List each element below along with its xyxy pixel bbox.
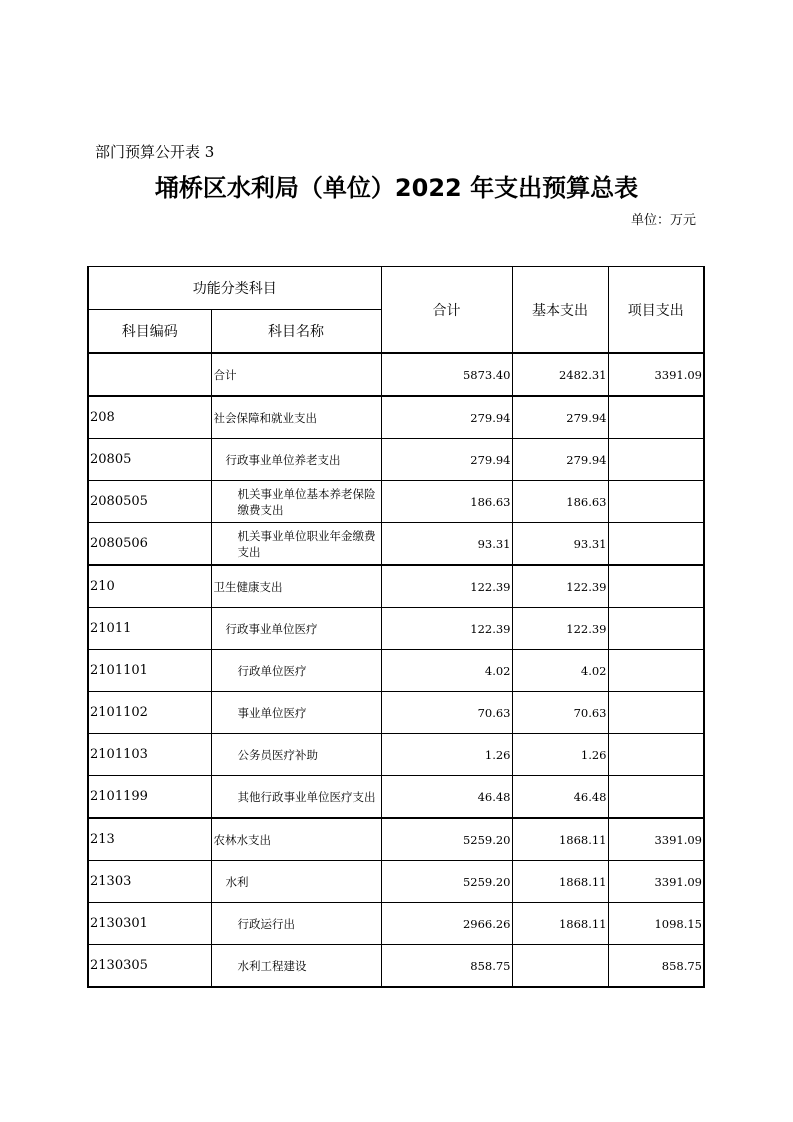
header-total: 合计 bbox=[381, 267, 512, 354]
table-row bbox=[88, 396, 704, 439]
total-cell: 2966.26 bbox=[381, 903, 512, 945]
table-row bbox=[88, 523, 704, 566]
total-cell: 858.75 bbox=[381, 945, 512, 988]
basic-expenditure-cell: 2482.31 bbox=[512, 353, 608, 396]
header-basic-expenditure: 基本支出 bbox=[512, 267, 608, 354]
table-number-label: 部门预算公开表 3 bbox=[95, 143, 215, 161]
subject-name-cell: 公务员医疗补助 bbox=[211, 734, 381, 776]
subject-code-cell: 2101103 bbox=[88, 734, 211, 776]
table-row bbox=[88, 353, 704, 396]
table-header-row-1 bbox=[88, 267, 704, 310]
subject-code-cell: 2101101 bbox=[88, 650, 211, 692]
project-expenditure-cell bbox=[608, 650, 704, 692]
basic-expenditure-cell bbox=[512, 945, 608, 988]
basic-expenditure-cell: 186.63 bbox=[512, 481, 608, 523]
subject-code-cell: 2130305 bbox=[88, 945, 211, 988]
total-cell: 279.94 bbox=[381, 396, 512, 439]
project-expenditure-cell: 1098.15 bbox=[608, 903, 704, 945]
total-cell: 70.63 bbox=[381, 692, 512, 734]
project-expenditure-cell bbox=[608, 481, 704, 523]
subject-code-cell: 21011 bbox=[88, 608, 211, 650]
basic-expenditure-cell: 46.48 bbox=[512, 776, 608, 819]
basic-expenditure-cell: 279.94 bbox=[512, 396, 608, 439]
table-row bbox=[88, 692, 704, 734]
subject-code-cell: 2101102 bbox=[88, 692, 211, 734]
subject-name-cell: 水利工程建设 bbox=[211, 945, 381, 988]
subject-code-cell: 2130301 bbox=[88, 903, 211, 945]
project-expenditure-cell: 3391.09 bbox=[608, 861, 704, 903]
total-cell: 1.26 bbox=[381, 734, 512, 776]
project-expenditure-cell bbox=[608, 396, 704, 439]
basic-expenditure-cell: 1868.11 bbox=[512, 861, 608, 903]
table-body bbox=[88, 353, 704, 987]
subject-code-cell: 20805 bbox=[88, 439, 211, 481]
table-row bbox=[88, 650, 704, 692]
basic-expenditure-cell: 122.39 bbox=[512, 608, 608, 650]
subject-name-cell: 其他行政事业单位医疗支出 bbox=[211, 776, 381, 819]
subject-name-cell: 行政事业单位养老支出 bbox=[211, 439, 381, 481]
basic-expenditure-cell: 70.63 bbox=[512, 692, 608, 734]
budget-table bbox=[87, 266, 705, 988]
table-row bbox=[88, 818, 704, 861]
table-row bbox=[88, 565, 704, 608]
total-cell: 5873.40 bbox=[381, 353, 512, 396]
table-row bbox=[88, 734, 704, 776]
project-expenditure-cell bbox=[608, 439, 704, 481]
project-expenditure-cell bbox=[608, 608, 704, 650]
table-row bbox=[88, 903, 704, 945]
subject-code-cell: 2080506 bbox=[88, 523, 211, 566]
total-cell: 5259.20 bbox=[381, 861, 512, 903]
header-subject-name: 科目名称 bbox=[211, 310, 381, 354]
subject-code-cell: 213 bbox=[88, 818, 211, 861]
table-row bbox=[88, 608, 704, 650]
subject-name-cell: 卫生健康支出 bbox=[211, 565, 381, 608]
project-expenditure-cell bbox=[608, 565, 704, 608]
subject-name-cell: 机关事业单位基本养老保险缴费支出 bbox=[211, 481, 381, 523]
basic-expenditure-cell: 122.39 bbox=[512, 565, 608, 608]
table-row bbox=[88, 439, 704, 481]
basic-expenditure-cell: 93.31 bbox=[512, 523, 608, 566]
subject-name-cell: 行政事业单位医疗 bbox=[211, 608, 381, 650]
subject-code-cell: 2080505 bbox=[88, 481, 211, 523]
table-row bbox=[88, 861, 704, 903]
total-cell: 186.63 bbox=[381, 481, 512, 523]
subject-name-cell: 水利 bbox=[211, 861, 381, 903]
subject-name-cell: 农林水支出 bbox=[211, 818, 381, 861]
table-row bbox=[88, 481, 704, 523]
table-row bbox=[88, 776, 704, 819]
page-title: 埇桥区水利局（单位）2022 年支出预算总表 bbox=[154, 174, 639, 202]
total-cell: 122.39 bbox=[381, 565, 512, 608]
subject-name-cell: 事业单位医疗 bbox=[211, 692, 381, 734]
subject-code-cell: 210 bbox=[88, 565, 211, 608]
subject-name-cell: 合计 bbox=[211, 353, 381, 396]
project-expenditure-cell bbox=[608, 734, 704, 776]
total-cell: 4.02 bbox=[381, 650, 512, 692]
subject-code-cell: 2101199 bbox=[88, 776, 211, 819]
project-expenditure-cell bbox=[608, 523, 704, 566]
subject-name-cell: 行政运行出 bbox=[211, 903, 381, 945]
subject-name-cell: 社会保障和就业支出 bbox=[211, 396, 381, 439]
total-cell: 122.39 bbox=[381, 608, 512, 650]
project-expenditure-cell bbox=[608, 776, 704, 819]
basic-expenditure-cell: 1868.11 bbox=[512, 903, 608, 945]
header-function-category: 功能分类科目 bbox=[88, 267, 381, 310]
project-expenditure-cell: 3391.09 bbox=[608, 818, 704, 861]
header-project-expenditure: 项目支出 bbox=[608, 267, 704, 354]
subject-code-cell bbox=[88, 353, 211, 396]
basic-expenditure-cell: 1.26 bbox=[512, 734, 608, 776]
total-cell: 93.31 bbox=[381, 523, 512, 566]
basic-expenditure-cell: 4.02 bbox=[512, 650, 608, 692]
table-row bbox=[88, 945, 704, 988]
subject-code-cell: 21303 bbox=[88, 861, 211, 903]
basic-expenditure-cell: 279.94 bbox=[512, 439, 608, 481]
subject-code-cell: 208 bbox=[88, 396, 211, 439]
unit-label: 单位：万元 bbox=[630, 213, 696, 228]
project-expenditure-cell: 3391.09 bbox=[608, 353, 704, 396]
subject-name-cell: 行政单位医疗 bbox=[211, 650, 381, 692]
total-cell: 279.94 bbox=[381, 439, 512, 481]
total-cell: 5259.20 bbox=[381, 818, 512, 861]
subject-name-cell: 机关事业单位职业年金缴费支出 bbox=[211, 523, 381, 566]
project-expenditure-cell: 858.75 bbox=[608, 945, 704, 988]
total-cell: 46.48 bbox=[381, 776, 512, 819]
basic-expenditure-cell: 1868.11 bbox=[512, 818, 608, 861]
project-expenditure-cell bbox=[608, 692, 704, 734]
header-subject-code: 科目编码 bbox=[88, 310, 211, 354]
